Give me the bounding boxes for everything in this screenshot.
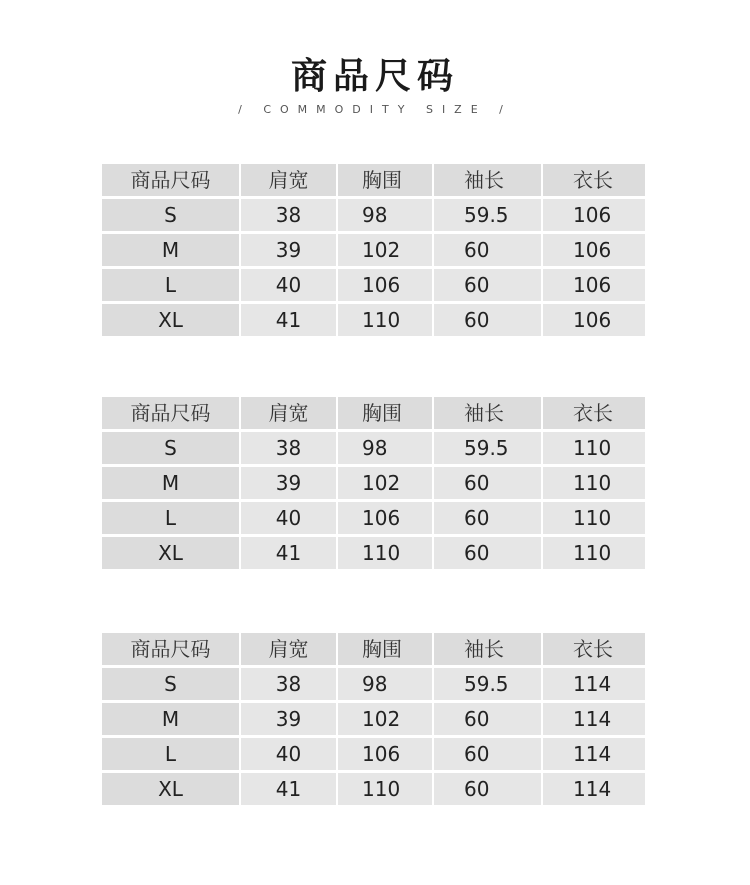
sleeve-value: 60 [434,773,541,805]
shoulder-value: 41 [241,304,336,336]
chest-value: 106 [338,738,432,770]
chest-value: 110 [338,304,432,336]
chest-value: 106 [338,269,432,301]
size-label: M [102,467,239,499]
page-subtitle: / COMMODITY SIZE / [238,103,512,116]
header-chest: 胸围 [338,164,432,196]
chest-value: 102 [338,703,432,735]
chest-value: 110 [338,537,432,569]
chest-value: 98 [338,432,432,464]
chest-value: 110 [338,773,432,805]
header-length: 衣长 [543,633,645,665]
size-label: M [102,703,239,735]
header-size: 商品尺码 [102,633,239,665]
length-value: 110 [543,432,645,464]
chest-value: 106 [338,502,432,534]
size-label: L [102,502,239,534]
sleeve-value: 60 [434,703,541,735]
chest-value: 102 [338,234,432,266]
sleeve-value: 60 [434,537,541,569]
shoulder-value: 39 [241,467,336,499]
sleeve-value: 60 [434,467,541,499]
shoulder-value: 38 [241,199,336,231]
length-value: 114 [543,738,645,770]
header-length: 衣长 [543,397,645,429]
length-value: 114 [543,773,645,805]
header-chest: 胸围 [338,397,432,429]
chest-value: 98 [338,199,432,231]
length-value: 114 [543,668,645,700]
shoulder-value: 41 [241,537,336,569]
size-label: S [102,199,239,231]
length-value: 110 [543,502,645,534]
length-value: 106 [543,199,645,231]
shoulder-value: 38 [241,432,336,464]
sleeve-value: 60 [434,304,541,336]
header-shoulder: 肩宽 [241,397,336,429]
size-table [102,633,646,805]
length-value: 114 [543,703,645,735]
length-value: 106 [543,234,645,266]
header-sleeve: 袖长 [434,164,541,196]
length-value: 106 [543,269,645,301]
length-value: 110 [543,467,645,499]
sleeve-value: 60 [434,738,541,770]
header-length: 衣长 [543,164,645,196]
size-label: XL [102,304,239,336]
size-table [102,397,646,569]
header-shoulder: 肩宽 [241,633,336,665]
header-chest: 胸围 [338,633,432,665]
sleeve-value: 60 [434,234,541,266]
size-label: S [102,432,239,464]
size-label: S [102,668,239,700]
page-title: 商品尺码 [290,56,459,97]
chest-value: 102 [338,467,432,499]
length-value: 106 [543,304,645,336]
header-size: 商品尺码 [102,397,239,429]
size-label: L [102,738,239,770]
chest-value: 98 [338,668,432,700]
size-label: XL [102,537,239,569]
size-label: XL [102,773,239,805]
sleeve-value: 60 [434,502,541,534]
length-value: 110 [543,537,645,569]
shoulder-value: 39 [241,703,336,735]
shoulder-value: 38 [241,668,336,700]
sleeve-value: 60 [434,269,541,301]
size-label: L [102,269,239,301]
sleeve-value: 59.5 [434,199,541,231]
sleeve-value: 59.5 [434,668,541,700]
shoulder-value: 41 [241,773,336,805]
header-shoulder: 肩宽 [241,164,336,196]
header-sleeve: 袖长 [434,397,541,429]
shoulder-value: 40 [241,738,336,770]
shoulder-value: 40 [241,269,336,301]
size-label: M [102,234,239,266]
shoulder-value: 39 [241,234,336,266]
header-size: 商品尺码 [102,164,239,196]
header-sleeve: 袖长 [434,633,541,665]
size-table [102,164,646,336]
shoulder-value: 40 [241,502,336,534]
sleeve-value: 59.5 [434,432,541,464]
